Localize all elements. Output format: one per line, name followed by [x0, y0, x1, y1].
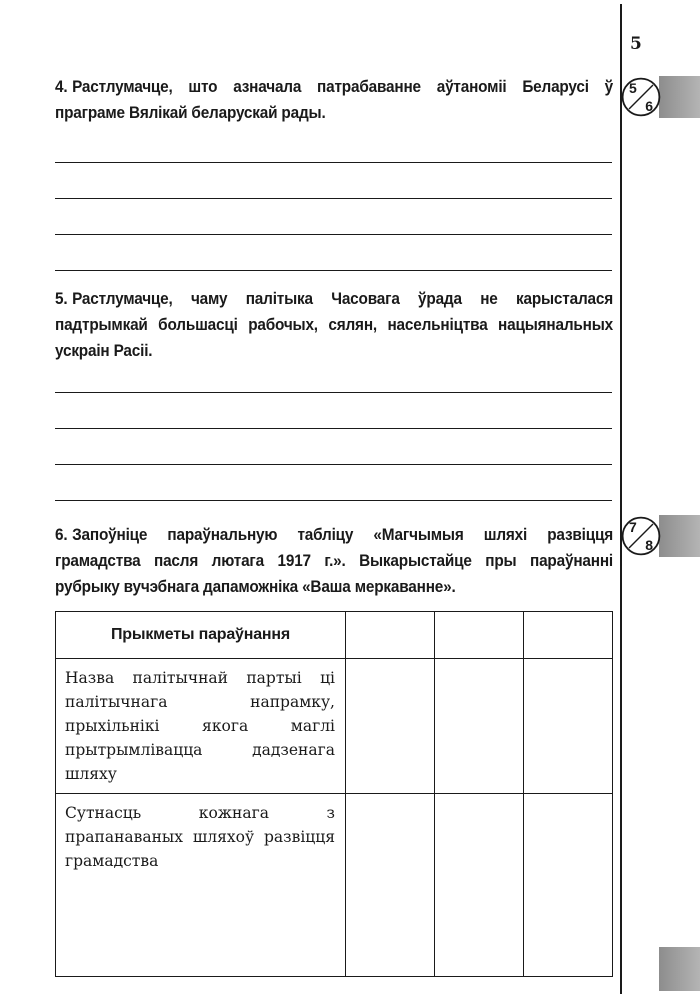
question-4-number: 4.: [55, 78, 68, 96]
question-6-text: Запоўніце параўнальную табліцу «Магчымыя шляхі развіцця грамадства пасля лютага 1917 г.». Выкарыстайце пры параўнанні рубрыку вучэбнага дапаможніка «Ваша меркаванне».: [55, 526, 614, 596]
answer-line: [55, 235, 612, 271]
question-6-number: 6.: [55, 526, 68, 544]
answer-line: [55, 199, 612, 235]
question-5-number: 5.: [55, 290, 68, 308]
comparison-table: [55, 611, 613, 977]
fraction-slash-icon: [621, 516, 661, 556]
answer-lines-q4: [55, 127, 612, 271]
edge-tab: [659, 947, 700, 991]
task-range-badge-5-6: [621, 77, 661, 117]
table-row: [56, 794, 613, 977]
edge-tab: [659, 76, 700, 118]
edge-tab: [659, 515, 700, 557]
badge-numerator: 5: [629, 80, 637, 96]
question-5: [55, 286, 613, 364]
answer-line: [55, 357, 612, 393]
badge-denominator: 6: [645, 98, 653, 114]
page-number: 5: [630, 34, 642, 54]
question-4: [55, 74, 613, 126]
answer-line: [55, 163, 612, 199]
table-header-empty-cell: [524, 612, 613, 659]
table-header-row: [56, 612, 613, 659]
question-6: [55, 522, 613, 600]
table-row-label: Сутнасць кожнага з прапанаваных шляхоў развіцця грамадства: [56, 794, 346, 977]
answer-line: [55, 127, 612, 163]
table-empty-cell: [346, 794, 435, 977]
answer-line: [55, 393, 612, 429]
table-empty-cell: [435, 659, 524, 794]
answer-lines-q5: [55, 357, 612, 501]
table-row: [56, 659, 613, 794]
table-empty-cell: [346, 659, 435, 794]
table-header-empty-cell: [346, 612, 435, 659]
question-5-text: Растлумачце, чаму палітыка Часовага ўрада не карысталася падтрымкай большасці рабочых, сялян, насельніцтва нацыянальных ускраін Расіі.: [55, 290, 614, 360]
badge-numerator: 7: [629, 519, 637, 535]
answer-line: [55, 465, 612, 501]
table-row-label: Назва палітычнай партыі ці палітычнага напрамку, прыхільнікі якога маглі прытрымлівацца дадзенага шляху: [56, 659, 346, 794]
task-range-badge-7-8: [621, 516, 661, 556]
table-empty-cell: [524, 794, 613, 977]
margin-divider-line: [620, 4, 622, 994]
fraction-slash-icon: [621, 77, 661, 117]
table-header-criteria: Прыкметы параўнання: [56, 612, 346, 659]
badge-denominator: 8: [645, 537, 653, 553]
table-empty-cell: [524, 659, 613, 794]
table-header-empty-cell: [435, 612, 524, 659]
question-4-text: Растлумачце, што азначала патрабаванне аўтаноміі Беларусі ў праграме Вялікай беларускай рады.: [55, 78, 614, 122]
answer-line: [55, 429, 612, 465]
table-empty-cell: [435, 794, 524, 977]
